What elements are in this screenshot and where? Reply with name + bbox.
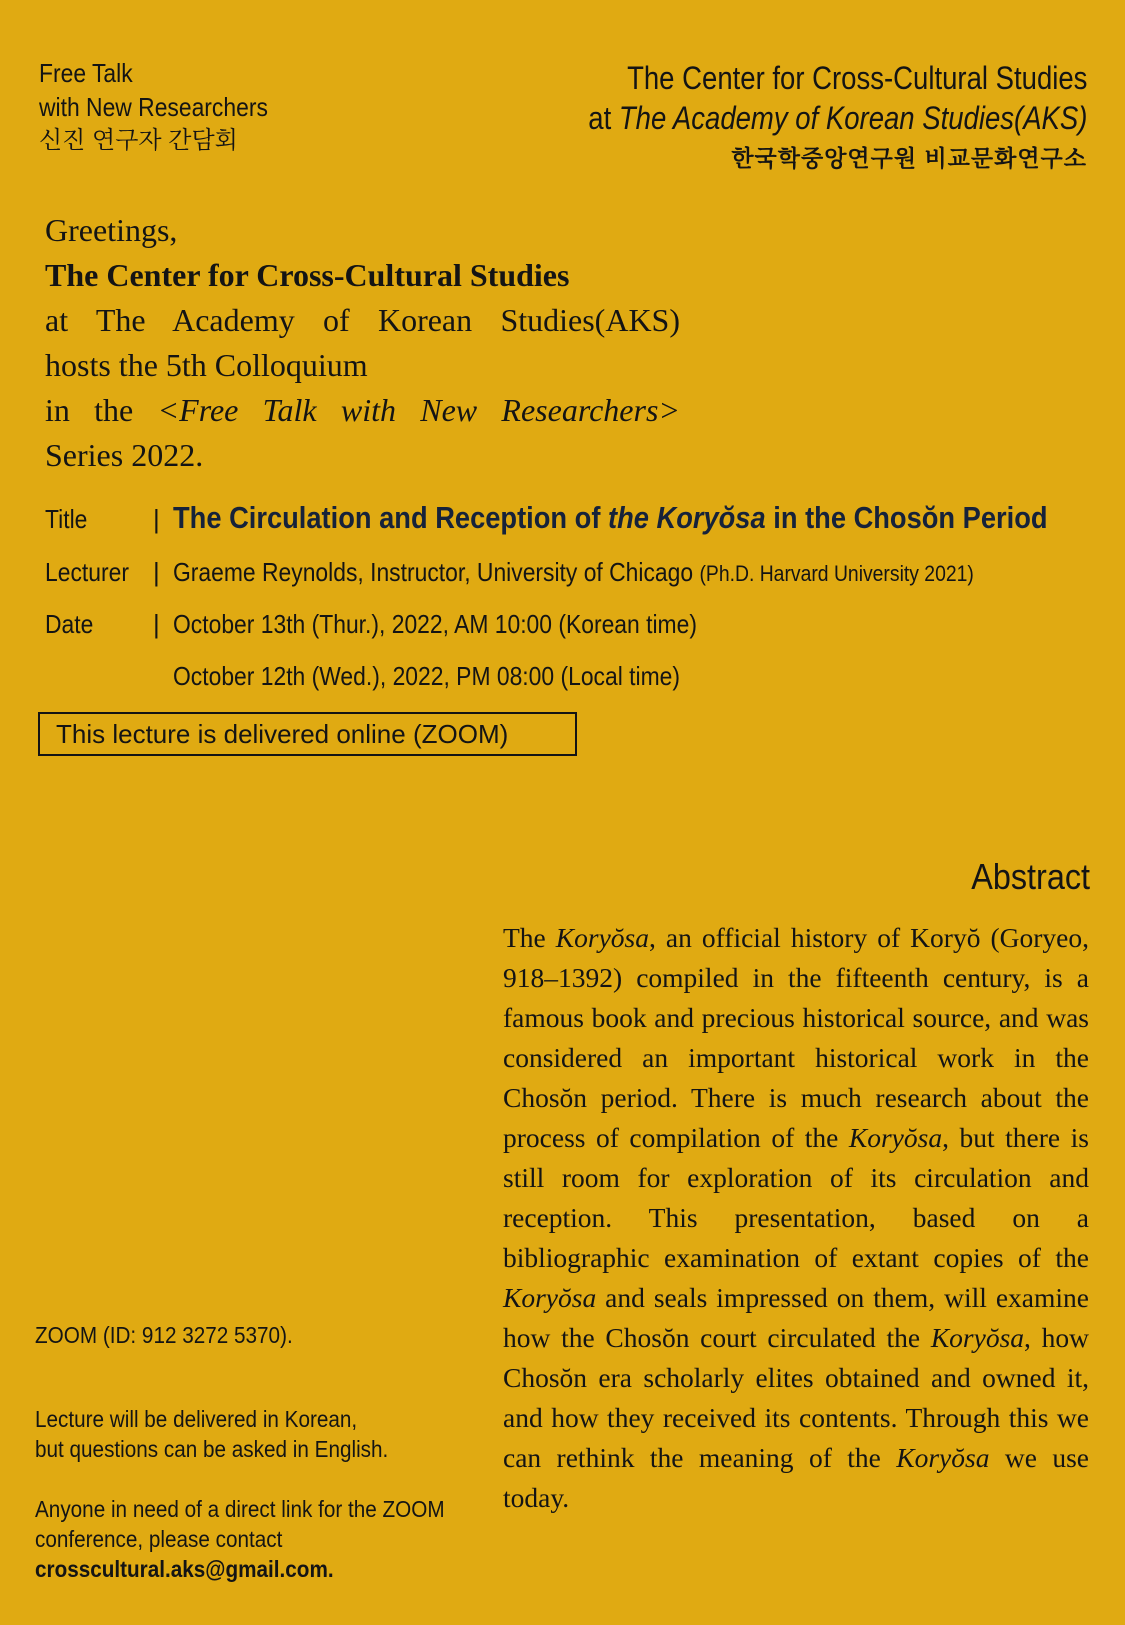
org-academy-line: at The Academy of Korean Studies(AKS) [587, 100, 1087, 136]
greeting-salutation: Greetings, [45, 212, 178, 248]
contact-note: Anyone in need of a direct link for the ZOOM conference, please contact crosscultural.aks@gmail.com. [35, 1496, 445, 1582]
greeting-year: Series 2022. [45, 437, 204, 473]
online-notice-box [38, 712, 577, 756]
greeting-center-name: The Center for Cross-Cultural Studies [45, 257, 570, 293]
series-line-3-korean: 신진 연구자 간담회 [39, 127, 238, 154]
greeting-block [45, 208, 680, 478]
greeting-series-line: in the <Free Talk with New Researchers> [45, 392, 681, 428]
title-label: Title [45, 504, 88, 534]
date-label: Date [45, 609, 94, 639]
academy-name: The Academy of Korean Studies(AKS) [618, 100, 1087, 136]
series-line-1: Free Talk [39, 58, 133, 88]
lecturer-row [45, 557, 1083, 588]
series-label [39, 56, 299, 158]
greeting-academy: at The Academy of Korean Studies(AKS) [45, 302, 680, 338]
greeting-series-name: <Free Talk with New Researchers> [157, 392, 681, 428]
abstract-body: The Koryŏsa, an official history of Koryŏ (Goryeo, 918–1392) compiled in the fifteenth century, is a famous book and precious historical source, and was considered an important historical work in the Chosŏn period. There is much research about the process of compilation of the Koryŏsa, but there is still room for exploration of its circulation and reception. This presentation, based on a bibliographic examination of extant copies of the Koryŏsa and seals impressed on them, will examine how the Chosŏn court circulated the Koryŏsa, how Chosŏn era scholarly elites obtained and owned it, and how they received its contents. Through this we can rethink the meaning of the Koryŏsa we use today. [503, 922, 1089, 1513]
date-korean-time: October 13th (Thur.), 2022, AM 10:00 (Korean time) [173, 609, 697, 639]
lecturer-label: Lecturer [45, 557, 129, 587]
lecture-title: The Circulation and Reception of the Koryŏsa in the Chosŏn Period [173, 500, 1048, 535]
title-separator: | [153, 504, 160, 534]
title-row [45, 500, 1125, 536]
date-local-time: October 12th (Wed.), 2022, PM 08:00 (Local time) [173, 661, 681, 691]
online-notice-text: This lecture is delivered online (ZOOM) [56, 719, 509, 749]
date-row [45, 609, 768, 640]
lecturer-separator: | [153, 557, 160, 587]
abstract-heading: Abstract [971, 856, 1090, 897]
org-korean-name: 한국학중앙연구원 비교문화연구소 [731, 145, 1087, 171]
lecturer-value: Graeme Reynolds, Instructor, University of Chicago (Ph.D. Harvard University 2021) [173, 557, 974, 587]
greeting-hosts: hosts the 5th Colloquium [45, 347, 368, 383]
org-name-line: The Center for Cross-Cultural Studies [626, 60, 1087, 96]
zoom-id: ZOOM (ID: 912 3272 5370). [35, 1322, 293, 1348]
date-separator: | [153, 609, 160, 639]
series-line-2: with New Researchers [39, 92, 268, 122]
language-note: Lecture will be delivered in Korean, but questions can be asked in English. [35, 1406, 389, 1462]
lecturer-degree: (Ph.D. Harvard University 2021) [699, 561, 974, 586]
organization-header [507, 58, 1087, 176]
contact-email-link[interactable]: crosscultural.aks@gmail.com. [35, 1556, 334, 1582]
date-local-row [45, 661, 749, 692]
